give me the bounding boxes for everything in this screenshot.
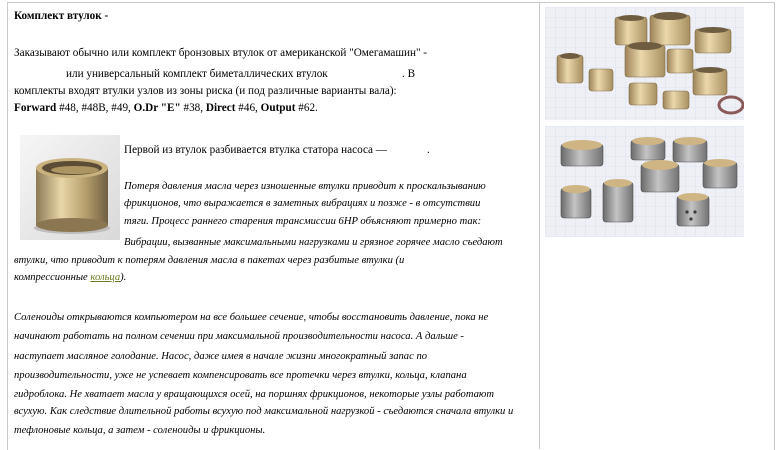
paragraph-line: фрикционов, что выражается в заметных вибрациях и позже - в отсутствии [124,198,481,209]
column-divider [539,2,540,449]
paragraph-line: Соленоиды открываются компьютером на все большее сечение, чтобы восстановить давление, пока не [14,312,489,323]
paragraph-text: ). [120,272,127,283]
paragraph-line: тяги. Процесс раннего старения трансмиссии 6HP объясняют примерно так: [124,216,482,227]
paragraph-line: производительности, уже не успевает компенсировать все протечки через втулки, кольца, клапана [14,370,467,381]
paragraph-line: гидроблока. Не хватает масла у вращающихся осей, на поршнях фрикционов, некоторые узлы работают [14,389,495,400]
paragraph-line: всухую. Как следствие длительной работы всухую под максимальной нагрузкой - съедаются сначала втулки и [14,406,514,417]
pump-text [124,143,430,157]
intro-line-3: комплекты входят втулки узлов из зоны риска (и под различные варианты вала): [14,85,397,97]
intro-line-2a: или универсальный комплект биметаллических втулок [66,68,328,80]
bushing-photo [20,135,120,240]
model-name: O.Dr "E" [133,102,181,114]
paragraph-line: Потеря давления масла через изношенные втулки приводит к проскальзыванию [124,181,486,192]
bronze-bushings-photo [545,7,744,120]
paragraph-line: наступает масляное голодание. Насос, даже имея в начале жизни многократный запас по [14,351,428,362]
model-name: Forward [14,102,57,114]
intro-line-2b: . В [402,68,416,80]
page-heading: Комплект втулок - [14,10,109,22]
model-name: Direct [205,102,236,114]
paragraph-line: тефлоновые кольца, а затем - соленоиды и фрикционы. [14,425,266,436]
paragraph-line: начинают работать на полном сечении при максимальной производительности насоса. А дальше - [14,331,464,342]
rings-link[interactable]: кольца [90,272,121,283]
paragraph-text: компрессионные [14,272,91,283]
model-numbers: #62. [295,102,318,114]
paragraph-line: Вибрации, вызванные максимальными нагрузками и грязное горячее масло съедают [124,237,503,248]
paragraph-line-last [14,271,126,285]
model-numbers: #46, [235,102,261,114]
pump-sentence: Первой из втулок разбивается втулка статора насоса — [124,144,387,156]
model-numbers: #38, [180,102,206,114]
model-list [14,101,318,115]
pump-end: . [427,144,430,156]
model-name: Output [260,102,296,114]
paragraph-line: втулки, что приводит к потерям давления масла в пакетах через разбитые втулки (и [14,255,405,266]
bimetal-bushings-photo [545,126,744,237]
intro-line-1: Заказывают обычно или комплект бронзовых втулок от американской "Омегамашин" - [14,47,428,59]
model-numbers: #48, #48B, #49, [56,102,134,114]
